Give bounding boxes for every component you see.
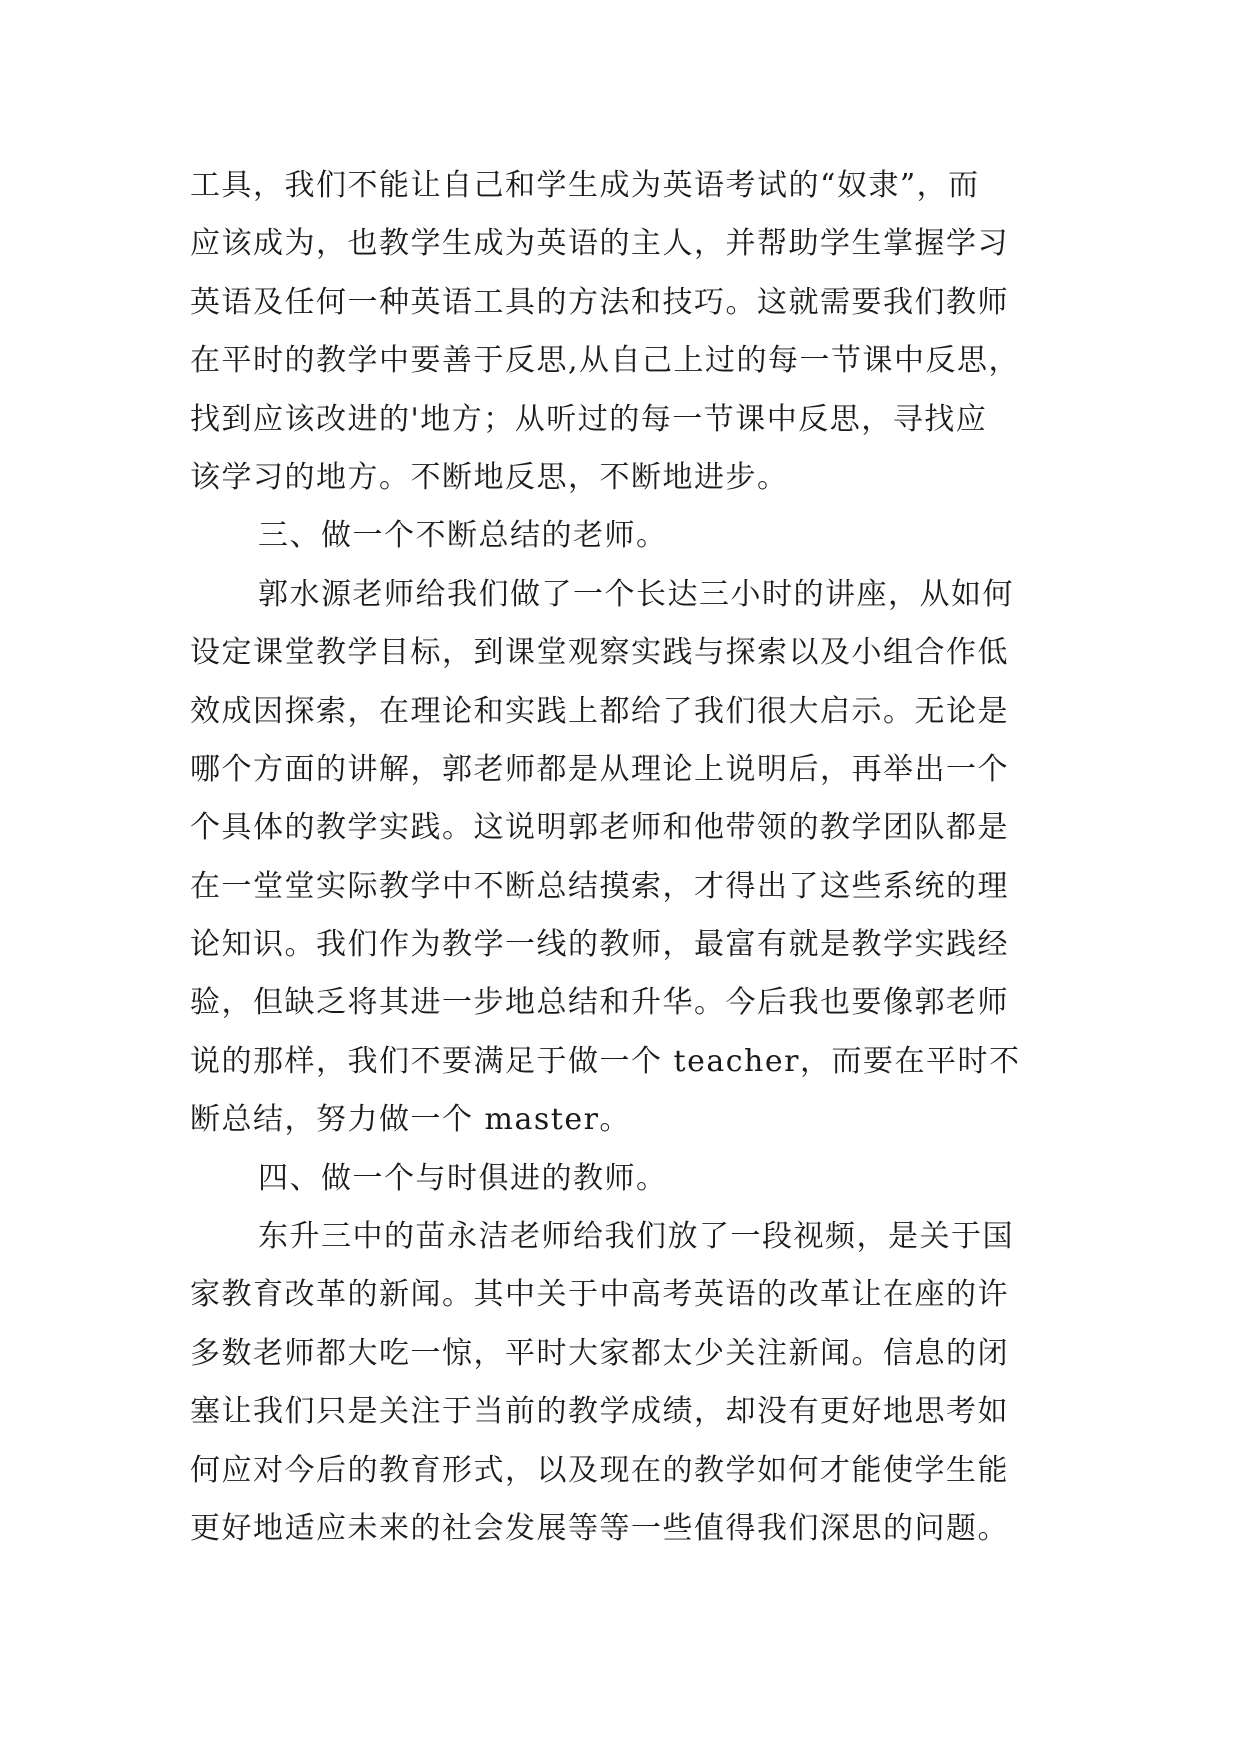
text-line: 何应对今后的教育形式，以及现在的教学如何才能使学生能 <box>190 1452 1009 1488</box>
paragraph-start: 郭水源老师给我们做了一个长达三小时的讲座，从如何 <box>258 576 1014 612</box>
text-line: 英语及任何一种英语工具的方法和技巧。这就需要我们教师 <box>190 284 1009 320</box>
text-line: 效成因探索，在理论和实践上都给了我们很大启示。无论是 <box>190 693 1009 729</box>
section-heading: 四、做一个与时俱进的教师。 <box>258 1160 668 1196</box>
text-line: 设定课堂教学目标，到课堂观察实践与探索以及小组合作低 <box>190 635 1009 671</box>
text-line: 多数老师都大吃一惊，平时大家都太少关注新闻。信息的闭 <box>190 1335 1009 1371</box>
text-line: 工具，我们不能让自己和学生成为英语考试的“奴隶”，而 <box>190 168 980 203</box>
section-heading: 三、做一个不断总结的老师。 <box>258 518 668 554</box>
text-line: 个具体的教学实践。这说明郭老师和他带领的教学团队都是 <box>190 810 1009 846</box>
text-line: 该学习的地方。不断地反思，不断地进步。 <box>190 459 789 495</box>
text-line: 论知识。我们作为教学一线的教师，最富有就是教学实践经 <box>190 927 1009 963</box>
text-line: 应该成为，也教学生成为英语的主人，并帮助学生掌握学习 <box>190 226 1009 262</box>
body-text <box>190 157 1090 1558</box>
text-line: 找到应该改进的'地方；从听过的每一节课中反思，寻找应 <box>190 401 988 437</box>
text-line: 家教育改革的新闻。其中关于中高考英语的改革让在座的许 <box>190 1277 1009 1313</box>
text-line: 说的那样，我们不要满足于做一个 teacher，而要在平时不 <box>190 1043 1021 1079</box>
text-line: 断总结，努力做一个 master。 <box>190 1102 631 1138</box>
text-line: 在一堂堂实际教学中不断总结摸索，才得出了这些系统的理 <box>190 868 1009 904</box>
text-line: 在平时的教学中要善于反思,从自己上过的每一节课中反思， <box>190 343 1021 379</box>
text-line: 更好地适应未来的社会发展等等一些值得我们深思的问题。 <box>190 1510 1009 1546</box>
text-line: 哪个方面的讲解，郭老师都是从理论上说明后，再举出一个 <box>190 751 1009 787</box>
text-line: 验，但缺乏将其进一步地总结和升华。今后我也要像郭老师 <box>190 985 1009 1021</box>
paragraph-start: 东升三中的苗永洁老师给我们放了一段视频，是关于国 <box>258 1219 1014 1255</box>
text-line: 塞让我们只是关注于当前的教学成绩，却没有更好地思考如 <box>190 1394 1009 1430</box>
